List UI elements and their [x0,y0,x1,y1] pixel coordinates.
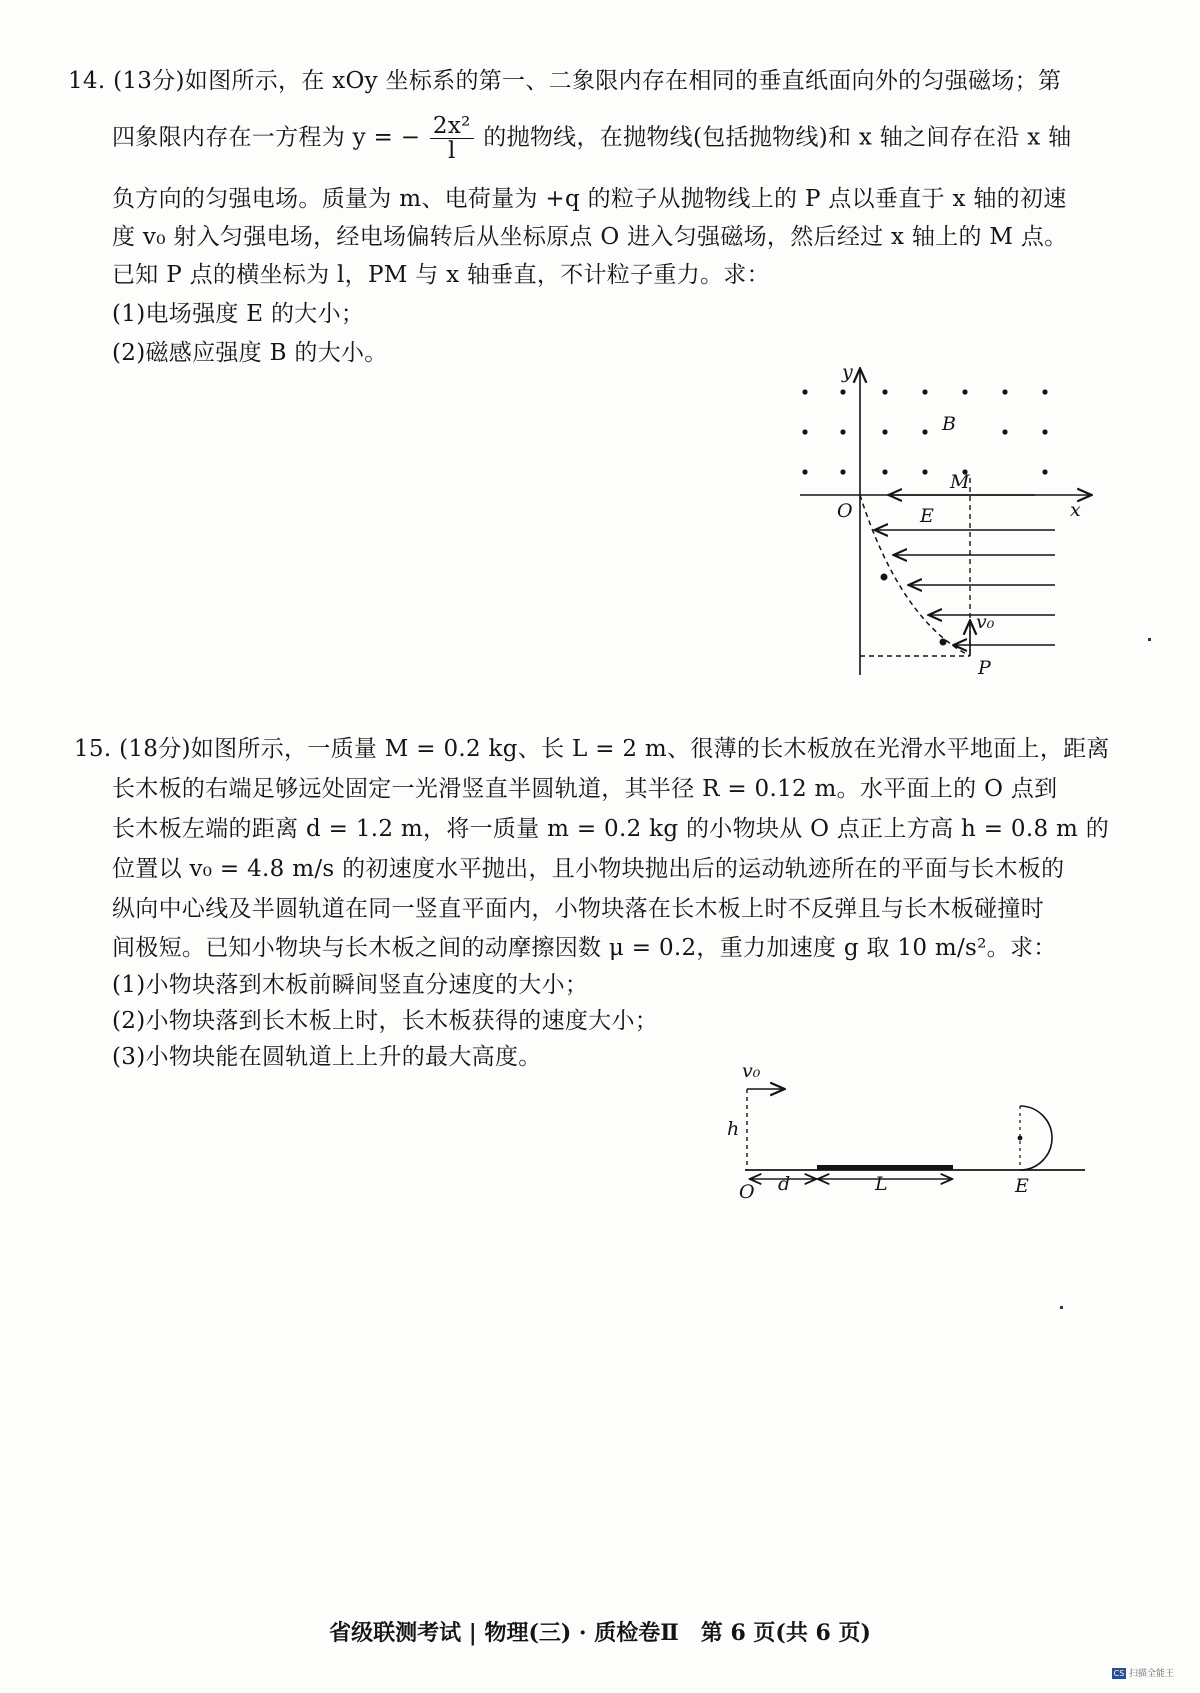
fraction-numerator: 2x² [430,114,474,139]
q15-line-5: 纵向中心线及半圆轨道在同一竖直平面内，小物块落在长木板上时不反弹且与长木板碰撞时 [112,896,1044,922]
l-label: L [875,1173,888,1195]
magnetic-field-dots [802,389,1047,474]
q14-figure [790,360,1110,680]
q14-line-4: 度 v₀ 射入匀强电场，经电场偏转后从坐标原点 O 进入匀强磁场，然后经过 x 轴上的 M 点。 [112,224,1068,250]
p-point-label: P [978,657,991,679]
v0-label: v₀ [976,611,995,633]
q15-line-3: 长木板左端的距离 d = 1.2 m，将一质量 m = 0.2 kg 的小物块从 O 点正上方高 h = 0.8 m 的 [112,816,1110,842]
trajectory-point [940,639,947,646]
q15-figure [715,1055,1095,1225]
scan-speck [1148,638,1151,641]
q14-line-2 [112,114,1071,163]
b-field-label: B [942,413,956,435]
q15-line-4: 位置以 v₀ = 4.8 m/s 的初速度水平抛出，且小物块抛出后的运动轨迹所在的平面与长木板的 [112,856,1065,882]
scanner-logo-text: 扫描全能王 [1128,1669,1174,1679]
v0-label: v₀ [742,1060,761,1082]
x-axis-label: x [1070,499,1081,521]
parabola-fraction [430,114,474,163]
page-footer: 省级联测考试 | 物理(三) · 质检卷Ⅱ 第 6 页(共 6 页) [329,1620,871,1646]
q14-line-2-b: 的抛物线，在抛物线(包括抛物线)和 x 轴之间存在沿 x 轴 [483,124,1072,151]
q15-line-2: 长木板的右端足够远处固定一光滑竖直半圆轨道，其半径 R = 0.12 m。水平面上的 O 点到 [112,776,1058,802]
q15-line-1: 15. (18分)如图所示，一质量 M = 0.2 kg、长 L = 2 m、很薄的长木板放在光滑水平地面上，距离 [74,736,1110,762]
parabola-curve [860,495,970,656]
q14-line-2-a: 四象限内存在一方程为 y = − [112,124,421,151]
scanner-logo: CS 扫描全能王 [1113,1669,1174,1679]
q15-sub-2: (2)小物块落到长木板上时，长木板获得的速度大小； [112,1008,659,1034]
e-point-label: E [1015,1175,1029,1197]
q14-line-3: 负方向的匀强电场。质量为 m、电荷量为 +q 的粒子从抛物线上的 P 点以垂直于 x 轴的初速 [112,186,1067,212]
q14-line-1: 14. (13分)如图所示，在 xOy 坐标系的第一、二象限内存在相同的垂直纸面向外的匀强磁场；第 [68,68,1062,94]
q15-line-6: 间极短。已知小物块与长木板之间的动摩擦因数 μ = 0.2，重力加速度 g 取 10 m/s²。求： [112,935,1057,961]
track-center [1018,1136,1023,1141]
q15-sub-3: (3)小物块能在圆轨道上上升的最大高度。 [112,1044,542,1070]
q14-line-5: 已知 P 点的横坐标为 l，PM 与 x 轴垂直，不计粒子重力。求： [112,262,770,288]
origin-label: O [837,500,853,522]
q14-sub-2: (2)磁感应强度 B 的大小。 [112,340,388,366]
y-axis-label: y [842,361,853,383]
trajectory-point [881,574,888,581]
electric-field-lines [876,495,1055,645]
d-label: d [778,1173,791,1195]
h-label: h [727,1118,740,1140]
e-field-label: E [920,505,934,527]
o-point-label: O [739,1181,755,1203]
long-board [817,1165,953,1170]
q15-sub-1: (1)小物块落到木板前瞬间竖直分速度的大小； [112,972,589,998]
fraction-denominator: l [447,138,456,164]
q14-sub-1: (1)电场强度 E 的大小； [112,301,365,327]
scan-speck [1060,1306,1063,1309]
m-point-label: M [950,471,970,493]
semicircle-track [1020,1106,1052,1170]
